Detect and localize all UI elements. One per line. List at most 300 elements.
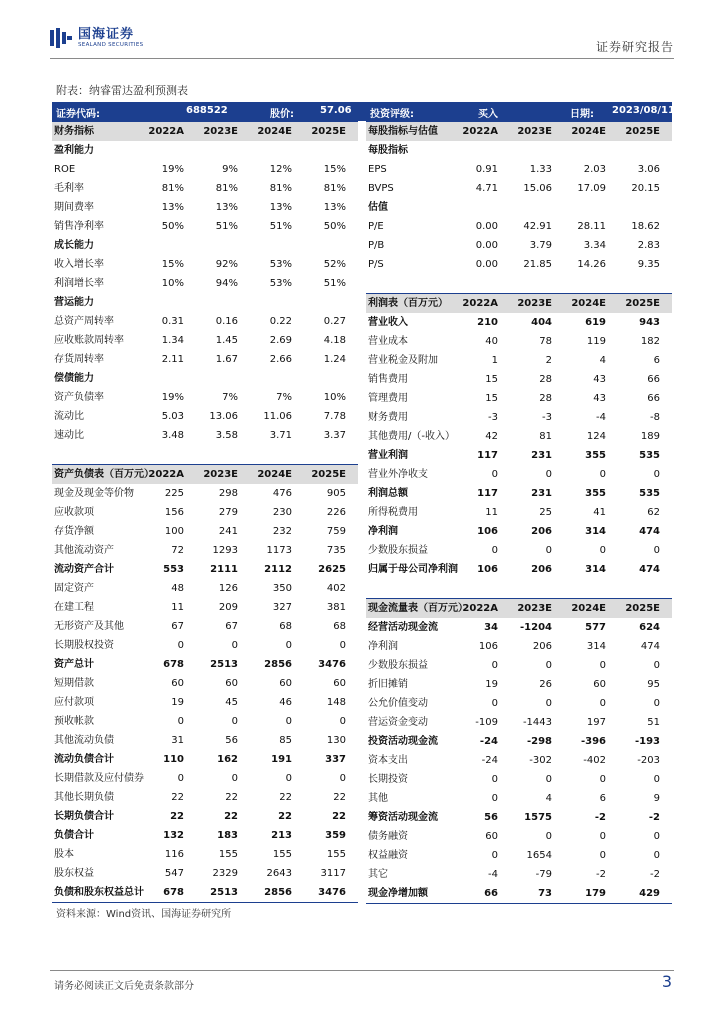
value-cell: 19	[485, 679, 498, 690]
value-cell: 0	[545, 545, 552, 556]
year-header-cell: 2024E	[571, 603, 606, 614]
table-row	[366, 160, 672, 179]
value-cell: 7.78	[323, 411, 346, 422]
price-label: 股价:	[270, 109, 294, 120]
row-label: 资本支出	[368, 755, 408, 766]
value-cell: 577	[585, 622, 606, 633]
value-cell: -8	[650, 412, 660, 423]
table-header-row	[366, 293, 672, 313]
value-cell: 182	[640, 336, 660, 347]
value-cell: -2	[648, 812, 660, 823]
value-cell: 106	[478, 641, 498, 652]
row-label: 无形资产及其他	[54, 621, 124, 632]
table-row	[366, 370, 672, 389]
value-cell: 206	[531, 564, 552, 575]
table-row	[52, 636, 358, 655]
row-label: ROE	[54, 164, 76, 175]
left-financial-panel	[52, 121, 358, 903]
row-label: 短期借款	[54, 678, 94, 689]
value-cell: 2	[545, 355, 552, 366]
value-cell: 73	[538, 888, 552, 899]
value-cell: 28	[539, 393, 552, 404]
row-label: BVPS	[368, 183, 394, 194]
value-cell: 162	[217, 754, 238, 765]
value-cell: 2856	[264, 659, 292, 670]
table-row	[52, 407, 358, 426]
value-cell: 42.91	[523, 221, 552, 232]
value-cell: 337	[325, 754, 346, 765]
value-cell: 350	[272, 583, 292, 594]
value-cell: -396	[580, 736, 606, 747]
table-row	[52, 331, 358, 350]
value-cell: 92%	[215, 259, 238, 270]
row-label: 归属于母公司净利润	[368, 564, 458, 575]
value-cell: 110	[163, 754, 184, 765]
value-cell: 60	[333, 678, 346, 689]
value-cell: 21.85	[523, 259, 552, 270]
value-cell: -2	[650, 869, 660, 880]
value-cell: 535	[639, 450, 660, 461]
table-row	[366, 389, 672, 408]
value-cell: 1.45	[215, 335, 238, 346]
value-cell: 314	[585, 564, 606, 575]
value-cell: 0	[545, 774, 552, 785]
value-cell: 155	[272, 849, 292, 860]
row-label: 偿债能力	[54, 373, 94, 384]
value-cell: -3	[488, 412, 498, 423]
year-header-cell: 2023E	[203, 126, 238, 137]
logo-mark-icon	[50, 28, 72, 48]
value-cell: 4.18	[323, 335, 346, 346]
value-cell: 15.06	[523, 183, 552, 194]
value-cell: 0	[653, 469, 660, 480]
row-label: 其他	[368, 793, 388, 804]
value-cell: 735	[326, 545, 346, 556]
value-cell: 2112	[264, 564, 292, 575]
rating-value: 买入	[478, 109, 498, 120]
value-cell: 0	[491, 545, 498, 556]
value-cell: 2111	[210, 564, 238, 575]
value-cell: 43	[593, 374, 606, 385]
row-label: 应付款项	[54, 697, 94, 708]
table-row	[366, 865, 672, 884]
year-header-cell: 2023E	[517, 603, 552, 614]
value-cell: 126	[218, 583, 238, 594]
value-cell: 68	[279, 621, 292, 632]
row-label: 预收帐款	[54, 716, 94, 727]
row-label: 流动比	[54, 411, 84, 422]
value-cell: 1293	[212, 545, 238, 556]
value-cell: 148	[326, 697, 346, 708]
table-row	[366, 675, 672, 694]
value-cell: 0	[177, 773, 184, 784]
value-cell: 11	[171, 602, 184, 613]
value-cell: 52%	[323, 259, 346, 270]
row-label: 收入增长率	[54, 259, 104, 270]
value-cell: 6	[653, 355, 660, 366]
price-value: 57.06	[320, 105, 352, 116]
row-label: 财务费用	[368, 412, 408, 423]
value-cell: 43	[593, 393, 606, 404]
value-cell: 62	[647, 507, 660, 518]
row-label: 现金及现金等价物	[54, 488, 134, 499]
value-cell: 22	[224, 811, 238, 822]
value-cell: 22	[171, 792, 184, 803]
value-cell: 2329	[212, 868, 238, 879]
table-row	[52, 826, 358, 845]
value-cell: 19%	[161, 164, 184, 175]
value-cell: -298	[526, 736, 552, 747]
value-cell: 15%	[323, 164, 346, 175]
year-header-cell: 2022A	[462, 298, 498, 309]
value-cell: 359	[325, 830, 346, 841]
row-label: 经营活动现金流	[368, 622, 438, 633]
page-header	[50, 28, 674, 59]
table-row	[52, 883, 358, 903]
table-row	[366, 770, 672, 789]
table-row	[52, 769, 358, 788]
value-cell: 535	[639, 488, 660, 499]
row-label: 总资产周转率	[54, 316, 114, 327]
value-cell: 0	[491, 469, 498, 480]
value-cell: 132	[163, 830, 184, 841]
table-row	[366, 332, 672, 351]
value-cell: 60	[485, 831, 498, 842]
row-label: 期间费率	[54, 202, 94, 213]
value-cell: 226	[326, 507, 346, 518]
row-label: 股东权益	[54, 868, 94, 879]
year-header-cell: 2024E	[571, 298, 606, 309]
table-row	[52, 198, 358, 217]
table-row	[366, 827, 672, 846]
row-label: 少数股东损益	[368, 660, 428, 671]
row-label: 应收账款周转率	[54, 335, 124, 346]
value-cell: 6	[599, 793, 606, 804]
table-row	[52, 788, 358, 807]
value-cell: 66	[484, 888, 498, 899]
value-cell: 3.06	[637, 164, 660, 175]
value-cell: 13%	[161, 202, 184, 213]
value-cell: 1173	[266, 545, 292, 556]
table-header-row	[52, 121, 358, 141]
value-cell: 17.09	[577, 183, 606, 194]
value-cell: 0.00	[475, 221, 498, 232]
value-cell: 3.71	[269, 430, 292, 441]
table-row	[366, 427, 672, 446]
value-cell: 0	[339, 640, 346, 651]
table-row	[366, 884, 672, 904]
value-cell: 2.66	[269, 354, 292, 365]
value-cell: 0.22	[269, 316, 292, 327]
table-row	[366, 313, 672, 332]
row-label: 营业税金及附加	[368, 355, 438, 366]
value-cell: 66	[647, 374, 660, 385]
value-cell: 210	[477, 317, 498, 328]
value-cell: 0.27	[323, 316, 346, 327]
value-cell: 119	[586, 336, 606, 347]
value-cell: 0	[491, 698, 498, 709]
value-cell: 56	[225, 735, 238, 746]
value-cell: 53%	[269, 278, 292, 289]
row-label: 应收款项	[54, 507, 94, 518]
row-label: 营业收入	[368, 317, 408, 328]
value-cell: 13%	[269, 202, 292, 213]
row-label: 筹资活动现金流	[368, 812, 438, 823]
row-label: 所得税费用	[368, 507, 418, 518]
value-cell: 0	[545, 831, 552, 842]
value-cell: 1654	[526, 850, 552, 861]
value-cell: 197	[586, 717, 606, 728]
value-cell: 28	[539, 374, 552, 385]
value-cell: 11.06	[263, 411, 292, 422]
row-label: 销售费用	[368, 374, 408, 385]
value-cell: 156	[164, 507, 184, 518]
row-label: 现金净增加额	[368, 888, 428, 899]
value-cell: 0.91	[475, 164, 498, 175]
table-row	[366, 446, 672, 465]
row-label: P/B	[368, 240, 385, 251]
table-row	[52, 864, 358, 883]
value-cell: 0	[491, 850, 498, 861]
table-row	[52, 541, 358, 560]
value-cell: 0	[231, 640, 238, 651]
value-cell: -79	[535, 869, 552, 880]
table-row	[52, 160, 358, 179]
table-row	[52, 693, 358, 712]
year-header-cell: 2024E	[257, 126, 292, 137]
value-cell: 19	[171, 697, 184, 708]
value-cell: 81%	[215, 183, 238, 194]
value-cell: 85	[279, 735, 292, 746]
data-source-note: 资料来源：Wind资讯、国海证券研究所	[56, 909, 232, 920]
value-cell: 1575	[524, 812, 552, 823]
value-cell: 547	[164, 868, 184, 879]
value-cell: 7%	[276, 392, 292, 403]
value-cell: 0	[653, 850, 660, 861]
table-row	[366, 503, 672, 522]
value-cell: 2.11	[161, 354, 184, 365]
value-cell: 0	[285, 773, 292, 784]
value-cell: 9.35	[637, 259, 660, 270]
value-cell: 2643	[266, 868, 292, 879]
value-cell: 41	[593, 507, 606, 518]
table-row	[366, 408, 672, 427]
value-cell: 0	[285, 716, 292, 727]
value-cell: 51%	[323, 278, 346, 289]
row-label: 投资活动现金流	[368, 736, 438, 747]
table-row	[366, 732, 672, 751]
row-label: 每股指标与估值	[368, 126, 438, 137]
table-header-row	[366, 121, 672, 141]
value-cell: 474	[640, 641, 660, 652]
value-cell: 0	[545, 698, 552, 709]
value-cell: 42	[485, 431, 498, 442]
value-cell: 2625	[318, 564, 346, 575]
year-header-cell: 2025E	[311, 126, 346, 137]
table-row	[52, 236, 358, 255]
table-row	[52, 655, 358, 674]
table-row	[52, 560, 358, 579]
date-value: 2023/08/11	[612, 105, 675, 116]
value-cell: 474	[639, 564, 660, 575]
value-cell: 231	[531, 450, 552, 461]
value-cell: -2	[596, 869, 606, 880]
value-cell: 15	[485, 393, 498, 404]
value-cell: 9	[653, 793, 660, 804]
row-label: 营业利润	[368, 450, 408, 461]
value-cell: 81%	[161, 183, 184, 194]
table-header-row	[52, 464, 358, 484]
value-cell: 5.03	[161, 411, 184, 422]
date-label: 日期:	[570, 109, 594, 120]
value-cell: 2513	[210, 659, 238, 670]
value-cell: 2.03	[583, 164, 606, 175]
table-row	[52, 426, 358, 445]
value-cell: -402	[583, 755, 606, 766]
year-header-cell: 2025E	[625, 126, 660, 137]
value-cell: 225	[164, 488, 184, 499]
value-cell: 0	[599, 660, 606, 671]
table-row	[366, 713, 672, 732]
row-label: 管理费用	[368, 393, 408, 404]
value-cell: 678	[163, 659, 184, 670]
table-row	[366, 656, 672, 675]
value-cell: 1.67	[215, 354, 238, 365]
value-cell: 213	[271, 830, 292, 841]
value-cell: -193	[634, 736, 660, 747]
value-cell: 3.58	[215, 430, 238, 441]
year-header-cell: 2024E	[571, 126, 606, 137]
table-row	[366, 484, 672, 503]
table-header-row	[366, 598, 672, 618]
table-row	[52, 179, 358, 198]
year-header-cell: 2022A	[148, 469, 184, 480]
value-cell: 209	[218, 602, 238, 613]
row-label: 资产负债表（百万元）	[54, 469, 154, 480]
disclaimer-text: 请务必阅读正文后免责条款部分	[54, 981, 194, 992]
value-cell: 3476	[318, 887, 346, 898]
value-cell: 124	[586, 431, 606, 442]
value-cell: 404	[531, 317, 552, 328]
value-cell: 402	[326, 583, 346, 594]
value-cell: 0.00	[475, 240, 498, 251]
row-label: 折旧摊销	[368, 679, 408, 690]
table-row	[52, 674, 358, 693]
table-row	[52, 579, 358, 598]
stock-info-bar	[52, 102, 675, 121]
value-cell: 1	[491, 355, 498, 366]
table-row	[366, 789, 672, 808]
value-cell: 15	[485, 374, 498, 385]
value-cell: 2513	[210, 887, 238, 898]
row-label: 速动比	[54, 430, 84, 441]
value-cell: 206	[532, 641, 552, 652]
value-cell: 22	[278, 811, 292, 822]
value-cell: 619	[585, 317, 606, 328]
table-row	[52, 350, 358, 369]
value-cell: 759	[326, 526, 346, 537]
year-header-cell: 2025E	[625, 298, 660, 309]
row-label: 盈利能力	[54, 145, 94, 156]
value-cell: 34	[484, 622, 498, 633]
value-cell: 60	[593, 679, 606, 690]
value-cell: 189	[640, 431, 660, 442]
value-cell: 81	[539, 431, 552, 442]
value-cell: 13%	[215, 202, 238, 213]
table-row	[52, 274, 358, 293]
row-label: 现金流量表（百万元）	[368, 603, 468, 614]
year-header-cell: 2023E	[203, 469, 238, 480]
value-cell: 241	[218, 526, 238, 537]
value-cell: 51	[647, 717, 660, 728]
value-cell: 12%	[269, 164, 292, 175]
value-cell: 46	[279, 697, 292, 708]
table-row	[52, 807, 358, 826]
row-label: 利润表（百万元）	[368, 298, 448, 309]
row-label: 估值	[368, 202, 388, 213]
row-label: 营业外净收支	[368, 469, 428, 480]
row-label: EPS	[368, 164, 387, 175]
row-label: 长期负债合计	[54, 811, 114, 822]
row-label: 负债合计	[54, 830, 94, 841]
value-cell: 28.11	[577, 221, 606, 232]
value-cell: 68	[333, 621, 346, 632]
table-row	[366, 255, 672, 274]
table-caption: 附表：纳睿雷达盈利预测表	[56, 84, 188, 97]
value-cell: 298	[218, 488, 238, 499]
value-cell: 19%	[161, 392, 184, 403]
table-row	[366, 694, 672, 713]
value-cell: 0	[177, 640, 184, 651]
value-cell: 0	[599, 774, 606, 785]
logo-english-name: SEALAND SECURITIES	[78, 42, 144, 48]
value-cell: 81%	[323, 183, 346, 194]
value-cell: 3.37	[323, 430, 346, 441]
value-cell: 2856	[264, 887, 292, 898]
value-cell: 381	[326, 602, 346, 613]
row-label: 财务指标	[54, 126, 94, 137]
row-label: 公允价值变动	[368, 698, 428, 709]
value-cell: 40	[485, 336, 498, 347]
value-cell: 116	[164, 849, 184, 860]
table-row	[52, 141, 358, 160]
value-cell: 0	[491, 793, 498, 804]
stock-code-label: 证券代码:	[56, 109, 100, 120]
value-cell: 94%	[215, 278, 238, 289]
value-cell: 95	[647, 679, 660, 690]
year-header-cell: 2023E	[517, 298, 552, 309]
value-cell: 26	[539, 679, 552, 690]
value-cell: 3.34	[583, 240, 606, 251]
table-row	[366, 808, 672, 827]
value-cell: 0	[599, 850, 606, 861]
value-cell: -4	[596, 412, 606, 423]
value-cell: 13.06	[209, 411, 238, 422]
row-label: 固定资产	[54, 583, 94, 594]
row-label: 资产总计	[54, 659, 94, 670]
value-cell: 231	[531, 488, 552, 499]
row-label: 净利润	[368, 641, 398, 652]
table-row	[52, 312, 358, 331]
table-row	[366, 560, 672, 579]
table-row	[366, 351, 672, 370]
row-label: 资产负债率	[54, 392, 104, 403]
value-cell: 117	[477, 450, 498, 461]
table-row	[366, 198, 672, 217]
value-cell: 429	[639, 888, 660, 899]
table-row	[52, 522, 358, 541]
row-label: 每股指标	[368, 145, 408, 156]
